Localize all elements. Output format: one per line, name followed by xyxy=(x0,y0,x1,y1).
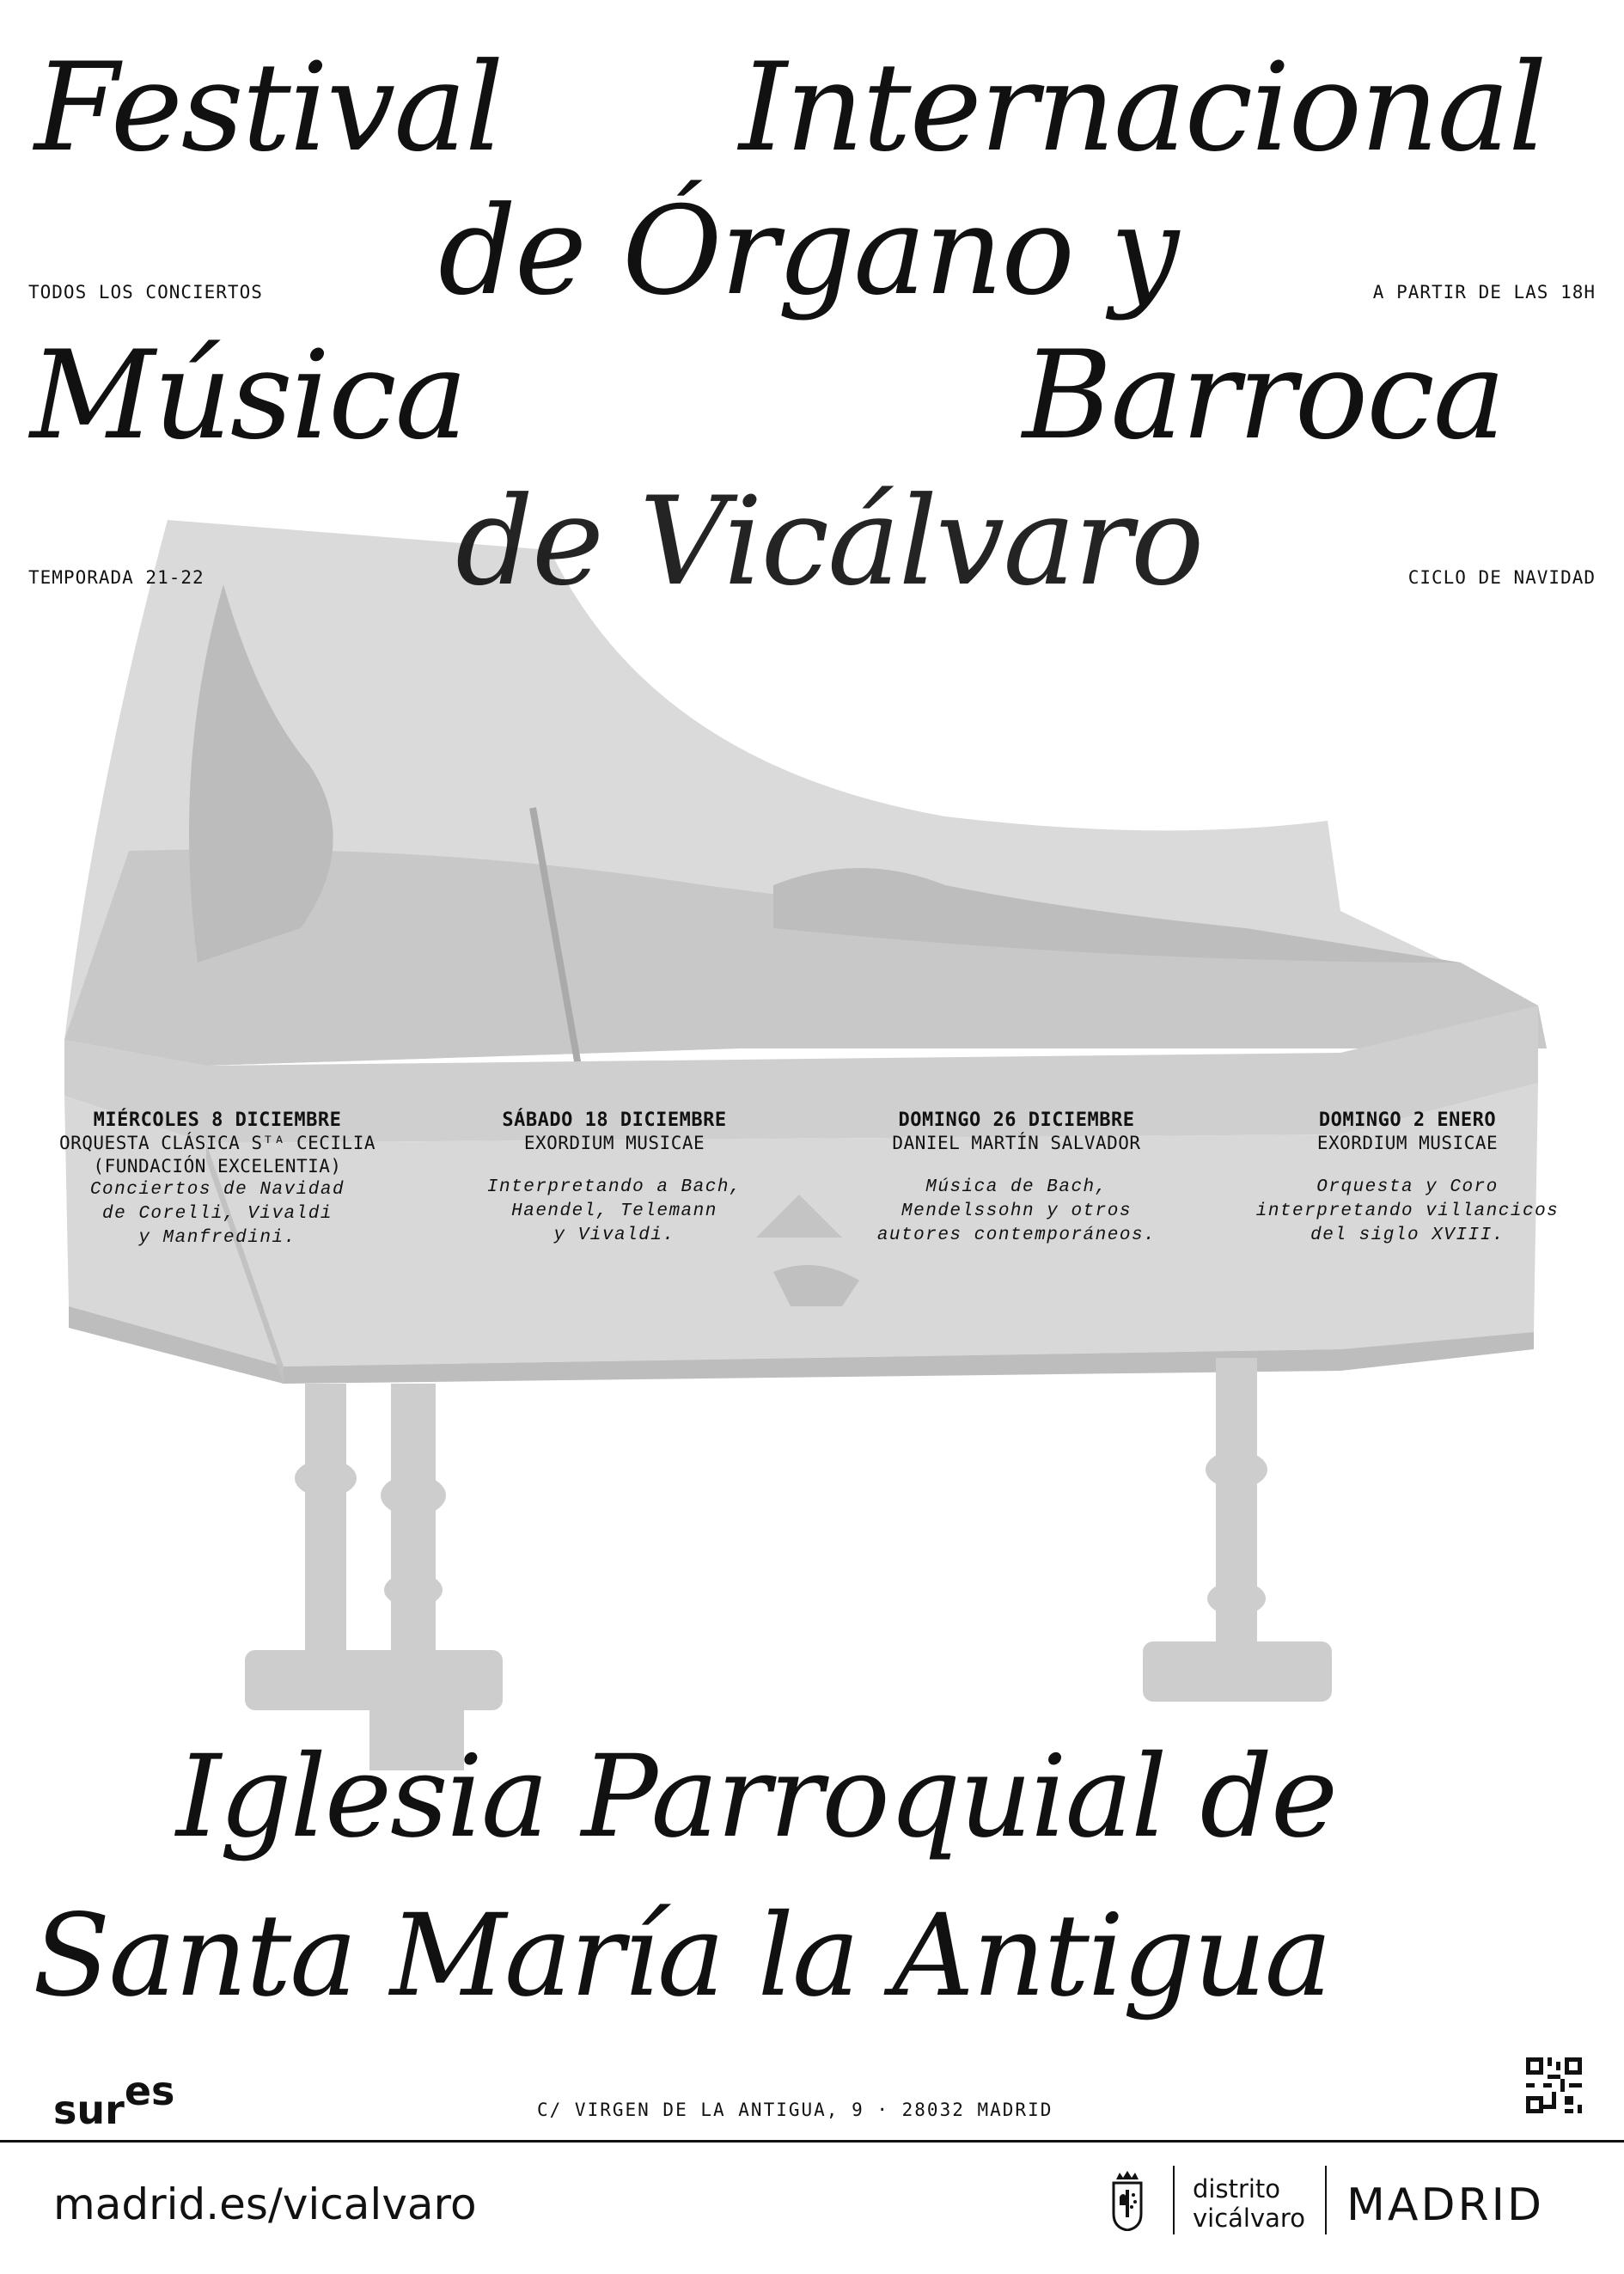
title-word-internacional: Internacional xyxy=(739,37,1546,179)
district-vicalvaro: vicálvaro xyxy=(1193,2204,1305,2233)
concert-3 xyxy=(832,1109,1201,1248)
venue-name-line2: Santa María la Antigua xyxy=(33,1890,1331,2022)
caption-christmas-cycle: CICLO DE NAVIDAD xyxy=(1407,567,1596,588)
concert-date: DOMINGO 26 DICIEMBRE xyxy=(898,1109,1135,1131)
venue-address: C/ VIRGEN DE LA ANTIGUA, 9 · 28032 MADRID xyxy=(537,2100,1053,2120)
concert-description: Orquesta y Coro interpretando villancicos del siglo XVIII. xyxy=(1255,1177,1560,1245)
caption-start-time: A PARTIR DE LAS 18H xyxy=(1372,282,1596,303)
concert-2 xyxy=(430,1109,799,1248)
caption-all-concerts: TODOS LOS CONCIERTOS xyxy=(28,282,263,303)
sures-logo-superscript: es xyxy=(124,2068,175,2114)
district-name xyxy=(1193,2174,1305,2233)
sures-logo xyxy=(53,2068,175,2133)
concert-performer: ORQUESTA CLÁSICA Sᵀᴬ CECILIA (FUNDACIÓN EXCELENTIA) xyxy=(58,1133,375,1177)
footer-divider xyxy=(0,2140,1624,2143)
venue-name-line1: Iglesia Parroquial de xyxy=(176,1731,1337,1863)
title-word-festival: Festival xyxy=(34,37,503,179)
concert-4 xyxy=(1223,1109,1592,1248)
madrid-wordmark: MADRID xyxy=(1346,2179,1544,2231)
sures-logo-base: sur xyxy=(53,2087,125,2133)
concert-description: Música de Bach, Mendelssohn y otros autores contemporáneos. xyxy=(876,1177,1157,1245)
madrid-crest-icon xyxy=(1111,2171,1144,2231)
title-line-organo: de Órgano y xyxy=(438,180,1178,322)
concert-description: Conciertos de Navidad de Corelli, Vivaldi y Manfredini. xyxy=(89,1180,345,1248)
title-line-vicalvaro: de Vicálvaro xyxy=(455,471,1203,613)
footer-url-link[interactable]: madrid.es/vicalvaro xyxy=(53,2179,477,2229)
logo-divider-2 xyxy=(1325,2166,1327,2234)
concert-performer: EXORDIUM MUSICAE xyxy=(523,1133,705,1153)
district-label: distrito xyxy=(1193,2174,1281,2204)
logo-divider-1 xyxy=(1173,2166,1175,2234)
concert-performer: DANIEL MARTÍN SALVADOR xyxy=(892,1133,1141,1153)
qr-code-icon[interactable] xyxy=(1526,2057,1582,2113)
concert-date: DOMINGO 2 ENERO xyxy=(1318,1109,1497,1131)
caption-season: TEMPORADA 21-22 xyxy=(28,567,205,588)
title-word-musica: Música xyxy=(30,325,467,467)
concert-description: Interpretando a Bach, Haendel, Telemann y Vivaldi. xyxy=(486,1177,742,1245)
concert-1 xyxy=(33,1109,402,1250)
concert-performer: EXORDIUM MUSICAE xyxy=(1316,1133,1499,1153)
title-word-barroca: Barroca xyxy=(1023,325,1505,467)
concert-date: MIÉRCOLES 8 DICIEMBRE xyxy=(93,1109,342,1131)
concert-date: SÁBADO 18 DICIEMBRE xyxy=(502,1109,727,1131)
